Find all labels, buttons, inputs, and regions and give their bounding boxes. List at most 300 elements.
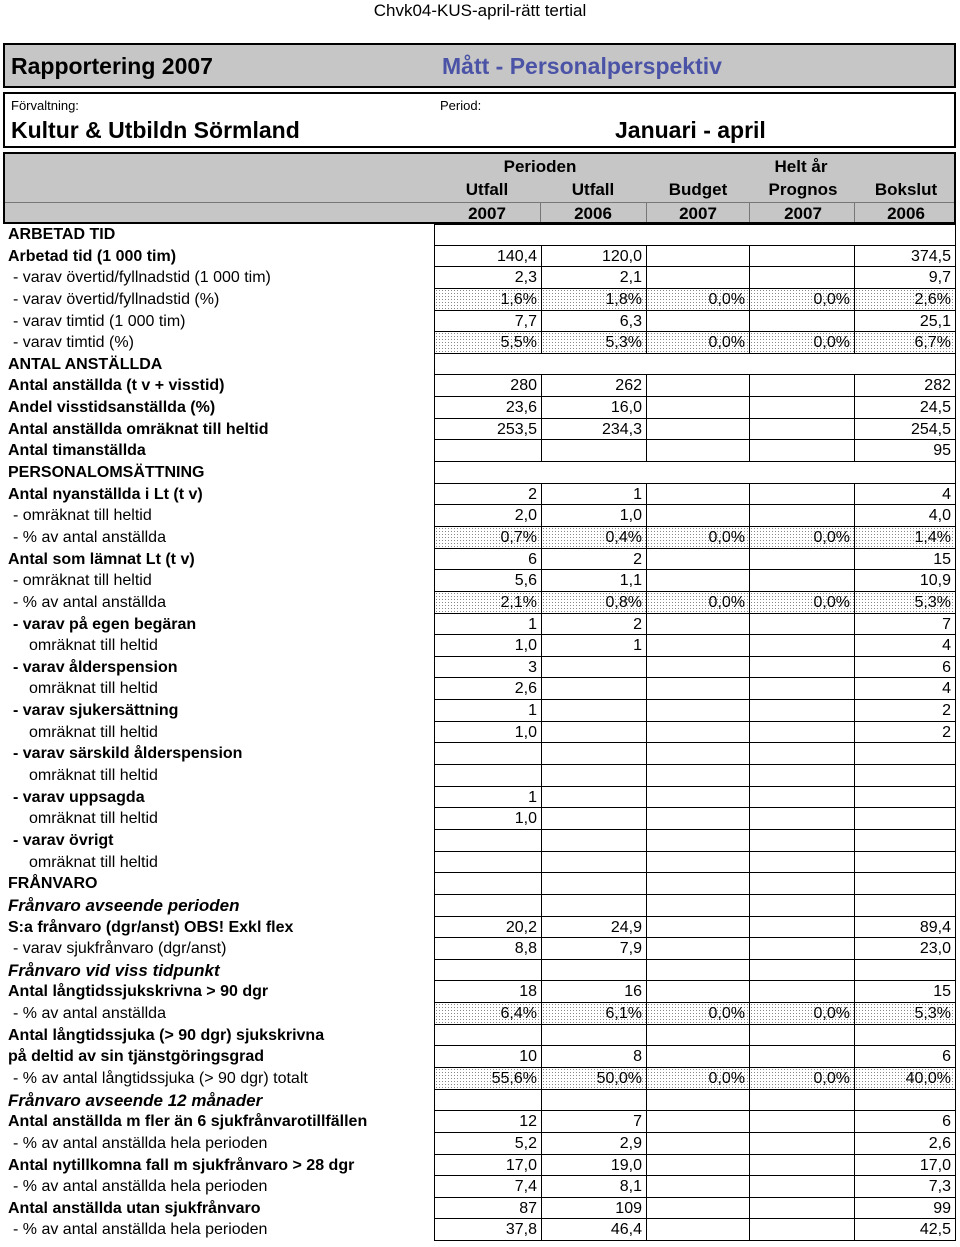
table-cell: 0,0% xyxy=(646,1068,750,1090)
table-cell xyxy=(434,852,542,874)
table-cell xyxy=(749,1219,855,1241)
table-cell: 15 xyxy=(854,981,956,1003)
table-cell xyxy=(749,1198,855,1220)
table-cell xyxy=(749,1111,855,1133)
table-cell xyxy=(434,1090,542,1112)
table-cell: 6,7% xyxy=(854,332,956,354)
table-row xyxy=(3,1155,956,1177)
table-cell xyxy=(541,960,647,982)
table-cell: 1,4% xyxy=(854,527,956,549)
table-cell: 23,0 xyxy=(854,938,956,960)
table-cell xyxy=(749,981,855,1003)
row-label: - varav ålderspension xyxy=(13,658,178,676)
header-col-type: Utfall xyxy=(465,180,509,199)
row-label: - varav särskild ålderspension xyxy=(13,745,243,763)
table-cell xyxy=(749,765,855,787)
table-cell: 0,0% xyxy=(749,527,855,549)
row-label: - varav timtid (%) xyxy=(13,334,134,352)
table-cell: 99 xyxy=(854,1198,956,1220)
table-cell: 5,3% xyxy=(854,1003,956,1025)
table-cell xyxy=(541,440,647,462)
table-cell: 2,3 xyxy=(434,267,542,289)
table-cell xyxy=(646,981,750,1003)
table-row xyxy=(3,505,956,527)
table-cell: 23,6 xyxy=(434,397,542,419)
table-cell: 6,1% xyxy=(541,1003,647,1025)
row-label: - varav sjukfrånvaro (dgr/anst) xyxy=(13,940,227,958)
table-cell: 2 xyxy=(541,549,647,571)
table-cell xyxy=(646,549,750,571)
table-cell: 4 xyxy=(854,678,956,700)
table-cell xyxy=(749,1155,855,1177)
row-label: Andel visstidsanställda (%) xyxy=(8,399,216,417)
table-row xyxy=(3,289,956,311)
table-cell xyxy=(541,873,647,895)
table-cell xyxy=(646,1155,750,1177)
table-cell xyxy=(541,743,647,765)
table-row xyxy=(3,1090,956,1112)
table-row xyxy=(3,419,956,441)
table-cell xyxy=(646,678,750,700)
table-cell xyxy=(541,895,647,917)
row-label: omräknat till heltid xyxy=(29,853,158,871)
table-row xyxy=(3,549,956,571)
table-cell xyxy=(749,570,855,592)
table-row xyxy=(3,570,956,592)
table-cell: 0,0% xyxy=(749,332,855,354)
table-cell xyxy=(749,246,855,268)
table-cell xyxy=(541,852,647,874)
table-cell xyxy=(646,614,750,636)
table-cell xyxy=(854,830,956,852)
table-cell: 7,4 xyxy=(434,1176,542,1198)
table-cell xyxy=(541,830,647,852)
table-row xyxy=(3,722,956,744)
table-cell: 2,6 xyxy=(854,1133,956,1155)
table-cell xyxy=(541,678,647,700)
table-cell: 0,0% xyxy=(749,1003,855,1025)
table-cell: 0,0% xyxy=(646,527,750,549)
table-cell: 374,5 xyxy=(854,246,956,268)
table-row xyxy=(3,917,956,939)
row-label: Frånvaro avseende perioden xyxy=(8,895,240,915)
table-row xyxy=(3,895,956,917)
table-row xyxy=(3,1068,956,1090)
table-cell xyxy=(646,570,750,592)
row-label: Arbetad tid (1 000 tim) xyxy=(8,247,177,265)
table-cell xyxy=(541,657,647,679)
table-cell: 95 xyxy=(854,440,956,462)
table-cell xyxy=(541,700,647,722)
table-row xyxy=(3,1046,956,1068)
table-cell xyxy=(434,765,542,787)
row-label: Antal nyanställda i Lt (t v) xyxy=(8,485,203,503)
table-cell: 254,5 xyxy=(854,419,956,441)
table-cell xyxy=(434,462,956,484)
table-row xyxy=(3,246,956,268)
table-cell: 0,4% xyxy=(541,527,647,549)
period-label: Period: xyxy=(440,98,482,113)
table-cell: 1 xyxy=(434,614,542,636)
table-row xyxy=(3,765,956,787)
table-cell: 15 xyxy=(854,549,956,571)
table-cell: 8,8 xyxy=(434,938,542,960)
table-cell xyxy=(749,960,855,982)
table-cell: 1,1 xyxy=(541,570,647,592)
table-row xyxy=(3,787,956,809)
table-body xyxy=(3,224,956,1241)
table-row xyxy=(3,808,956,830)
table-cell xyxy=(749,808,855,830)
report-title-bar xyxy=(3,43,956,88)
table-cell xyxy=(541,722,647,744)
table-cell: 2,6% xyxy=(854,289,956,311)
table-cell: 50,0% xyxy=(541,1068,647,1090)
table-cell: 7,7 xyxy=(434,311,542,333)
table-cell xyxy=(646,1176,750,1198)
row-label: på deltid av sin tjänstgöringsgrad xyxy=(8,1048,265,1066)
table-cell: 0,7% xyxy=(434,527,542,549)
table-cell xyxy=(646,1219,750,1241)
table-cell xyxy=(646,938,750,960)
table-cell: 1,6% xyxy=(434,289,542,311)
row-label: - varav övertid/fyllnadstid (%) xyxy=(13,290,220,308)
table-cell xyxy=(854,808,956,830)
table-row xyxy=(3,527,956,549)
table-cell xyxy=(854,960,956,982)
table-cell: 17,0 xyxy=(854,1155,956,1177)
table-cell: 2 xyxy=(854,700,956,722)
table-cell: 7,9 xyxy=(541,938,647,960)
table-row xyxy=(3,1025,956,1047)
table-row xyxy=(3,981,956,1003)
table-cell xyxy=(646,1025,750,1047)
header-col-year: 2007 xyxy=(468,204,506,223)
table-cell: 2,6 xyxy=(434,678,542,700)
row-label: - % av antal anställda xyxy=(13,528,166,546)
table-cell xyxy=(749,1025,855,1047)
table-cell xyxy=(434,354,956,376)
table-cell: 89,4 xyxy=(854,917,956,939)
table-cell xyxy=(749,678,855,700)
table-row xyxy=(3,635,956,657)
table-cell xyxy=(434,224,956,246)
table-cell xyxy=(854,852,956,874)
table-cell: 5,5% xyxy=(434,332,542,354)
table-cell xyxy=(854,765,956,787)
table-cell: 0,0% xyxy=(646,289,750,311)
table-cell: 12 xyxy=(434,1111,542,1133)
table-cell xyxy=(749,873,855,895)
table-cell: 7,3 xyxy=(854,1176,956,1198)
table-cell xyxy=(749,397,855,419)
row-label: - varav övrigt xyxy=(13,831,114,849)
table-cell: 0,8% xyxy=(541,592,647,614)
table-cell: 10,9 xyxy=(854,570,956,592)
table-cell: 253,5 xyxy=(434,419,542,441)
table-row xyxy=(3,311,956,333)
table-cell xyxy=(646,830,750,852)
table-cell: 8 xyxy=(541,1046,647,1068)
table-row xyxy=(3,484,956,506)
table-row xyxy=(3,960,956,982)
table-cell: 280 xyxy=(434,375,542,397)
table-cell xyxy=(854,873,956,895)
table-cell xyxy=(749,743,855,765)
table-cell: 109 xyxy=(541,1198,647,1220)
table-cell: 2,9 xyxy=(541,1133,647,1155)
row-label: PERSONALOMSÄTTNING xyxy=(8,464,205,482)
table-row xyxy=(3,873,956,895)
header-col-year: 2006 xyxy=(574,204,612,223)
table-cell: 6 xyxy=(854,1046,956,1068)
row-label: omräknat till heltid xyxy=(29,767,158,785)
table-cell xyxy=(749,917,855,939)
table-cell xyxy=(749,419,855,441)
table-cell xyxy=(646,852,750,874)
table-cell: 1,0 xyxy=(541,505,647,527)
header-col-type: Prognos xyxy=(768,180,838,199)
table-cell: 140,4 xyxy=(434,246,542,268)
row-label: omräknat till heltid xyxy=(29,680,158,698)
table-cell: 1,8% xyxy=(541,289,647,311)
table-cell: 9,7 xyxy=(854,267,956,289)
table-cell xyxy=(434,873,542,895)
table-cell xyxy=(646,917,750,939)
table-cell xyxy=(749,440,855,462)
table-cell: 6 xyxy=(854,1111,956,1133)
table-row xyxy=(3,938,956,960)
org-period-box xyxy=(3,92,956,148)
table-row xyxy=(3,678,956,700)
table-cell xyxy=(749,549,855,571)
table-row xyxy=(3,700,956,722)
header-col-type: Budget xyxy=(668,180,728,199)
row-label: - omräknat till heltid xyxy=(13,507,152,525)
table-cell: 120,0 xyxy=(541,246,647,268)
table-cell: 24,9 xyxy=(541,917,647,939)
table-cell: 87 xyxy=(434,1198,542,1220)
table-cell: 5,3% xyxy=(854,592,956,614)
org-name: Kultur & Utbildn Sörmland xyxy=(11,117,300,143)
header-col-type: Bokslut xyxy=(874,180,938,199)
row-label: Antal långtidssjuka (> 90 dgr) sjukskrivna xyxy=(8,1026,325,1044)
table-row xyxy=(3,1176,956,1198)
org-label: Förvaltning: xyxy=(11,98,79,113)
table-cell xyxy=(749,311,855,333)
table-row xyxy=(3,852,956,874)
table-cell xyxy=(646,895,750,917)
table-cell: 5,3% xyxy=(541,332,647,354)
table-cell xyxy=(646,1090,750,1112)
table-cell xyxy=(646,311,750,333)
table-cell: 16,0 xyxy=(541,397,647,419)
period-value: Januari - april xyxy=(615,117,766,143)
table-cell xyxy=(749,267,855,289)
table-row xyxy=(3,592,956,614)
table-cell: 282 xyxy=(854,375,956,397)
table-cell xyxy=(434,440,542,462)
table-cell xyxy=(434,960,542,982)
row-label: Antal anställda omräknat till heltid xyxy=(8,420,269,438)
table-row xyxy=(3,332,956,354)
row-label: - varav uppsagda xyxy=(13,788,145,806)
row-label: Frånvaro vid viss tidpunkt xyxy=(8,960,220,980)
document-title: Chvk04-KUS-april-rätt tertial xyxy=(373,1,587,20)
row-label: S:a frånvaro (dgr/anst) OBS! Exkl flex xyxy=(8,918,294,936)
header-perioden: Perioden xyxy=(503,157,577,176)
table-cell xyxy=(646,484,750,506)
header-col-type: Utfall xyxy=(571,180,615,199)
row-label: - % av antal anställda hela perioden xyxy=(13,1134,268,1152)
table-row xyxy=(3,830,956,852)
table-cell: 2,1% xyxy=(434,592,542,614)
table-cell: 2,1 xyxy=(541,267,647,289)
table-cell: 6,3 xyxy=(541,311,647,333)
table-cell xyxy=(749,1046,855,1068)
table-cell: 2,0 xyxy=(434,505,542,527)
header-helt-ar: Helt år xyxy=(774,157,828,176)
table-cell xyxy=(646,1198,750,1220)
row-label: - omräknat till heltid xyxy=(13,572,152,590)
table-cell xyxy=(646,375,750,397)
table-cell xyxy=(749,484,855,506)
table-header xyxy=(3,152,956,224)
table-cell xyxy=(646,1133,750,1155)
table-cell xyxy=(646,722,750,744)
table-cell: 0,0% xyxy=(749,289,855,311)
table-cell xyxy=(646,743,750,765)
table-cell xyxy=(854,1025,956,1047)
table-cell xyxy=(749,895,855,917)
table-cell xyxy=(646,1111,750,1133)
table-cell: 1,0 xyxy=(434,808,542,830)
table-cell: 8,1 xyxy=(541,1176,647,1198)
table-cell xyxy=(646,700,750,722)
row-label: ARBETAD TID xyxy=(8,226,116,243)
table-cell xyxy=(646,505,750,527)
table-cell: 1 xyxy=(434,787,542,809)
table-cell xyxy=(434,743,542,765)
row-label: Antal timanställda xyxy=(8,442,146,460)
table-cell: 1 xyxy=(541,484,647,506)
header-col-year: 2007 xyxy=(784,204,822,223)
row-label: - varav på egen begäran xyxy=(13,615,197,633)
table-cell xyxy=(854,787,956,809)
table-cell xyxy=(646,397,750,419)
row-label: - % av antal anställda hela perioden xyxy=(13,1178,268,1196)
row-label: FRÅNVARO xyxy=(8,875,98,893)
table-row xyxy=(3,462,956,484)
table-cell xyxy=(646,267,750,289)
table-cell xyxy=(646,246,750,268)
row-label: - % av antal långtidssjuka (> 90 dgr) totalt xyxy=(13,1069,308,1087)
table-cell xyxy=(749,657,855,679)
row-label: omräknat till heltid xyxy=(29,723,158,741)
table-cell: 1,0 xyxy=(434,635,542,657)
table-cell: 6,4% xyxy=(434,1003,542,1025)
table-cell xyxy=(749,938,855,960)
table-cell: 0,0% xyxy=(646,592,750,614)
table-row xyxy=(3,397,956,419)
row-label: Antal anställda m fler än 6 sjukfrånvarotillfällen xyxy=(8,1113,368,1131)
table-cell: 40,0% xyxy=(854,1068,956,1090)
table-row xyxy=(3,743,956,765)
table-cell xyxy=(854,895,956,917)
table-row xyxy=(3,440,956,462)
table-cell xyxy=(646,873,750,895)
table-cell: 10 xyxy=(434,1046,542,1068)
table-cell xyxy=(541,1090,647,1112)
table-cell xyxy=(749,722,855,744)
table-cell xyxy=(646,440,750,462)
table-row xyxy=(3,1219,956,1241)
row-label: - % av antal anställda xyxy=(13,593,166,611)
table-cell: 7 xyxy=(854,614,956,636)
table-cell xyxy=(749,1176,855,1198)
row-label: - varav timtid (1 000 tim) xyxy=(13,312,186,330)
row-label: - varav övertid/fyllnadstid (1 000 tim) xyxy=(13,269,271,287)
table-cell xyxy=(749,614,855,636)
row-label: Frånvaro avseende 12 månader xyxy=(8,1090,263,1110)
table-cell xyxy=(749,375,855,397)
row-label: Antal nytillkomna fall m sjukfrånvaro > 28 dgr xyxy=(8,1156,355,1174)
table-cell xyxy=(854,743,956,765)
table-cell xyxy=(541,787,647,809)
table-cell: 2 xyxy=(854,722,956,744)
row-label: - % av antal anställda xyxy=(13,1005,166,1023)
table-cell: 4,0 xyxy=(854,505,956,527)
table-cell xyxy=(646,765,750,787)
table-cell xyxy=(541,1025,647,1047)
table-row xyxy=(3,1198,956,1220)
row-label: Antal anställda (t v + visstid) xyxy=(8,377,225,395)
table-cell xyxy=(646,1046,750,1068)
table-cell: 0,0% xyxy=(646,332,750,354)
table-cell: 20,2 xyxy=(434,917,542,939)
report-title: Rapportering 2007 xyxy=(11,53,213,79)
table-cell xyxy=(541,765,647,787)
table-cell: 0,0% xyxy=(749,1068,855,1090)
table-cell xyxy=(749,852,855,874)
table-cell: 19,0 xyxy=(541,1155,647,1177)
table-cell: 6 xyxy=(434,549,542,571)
table-cell: 1,0 xyxy=(434,722,542,744)
table-cell: 0,0% xyxy=(646,1003,750,1025)
table-cell xyxy=(749,1090,855,1112)
table-row xyxy=(3,375,956,397)
table-cell xyxy=(749,700,855,722)
table-cell xyxy=(434,895,542,917)
row-label: omräknat till heltid xyxy=(29,810,158,828)
row-label: - varav sjukersättning xyxy=(13,702,179,720)
table-cell: 0,0% xyxy=(749,592,855,614)
table-cell: 4 xyxy=(854,635,956,657)
table-cell: 262 xyxy=(541,375,647,397)
table-cell: 234,3 xyxy=(541,419,647,441)
table-cell: 6 xyxy=(854,657,956,679)
table-cell xyxy=(434,1025,542,1047)
table-cell: 46,4 xyxy=(541,1219,647,1241)
table-cell xyxy=(434,830,542,852)
header-col-year: 2007 xyxy=(679,204,717,223)
table-row xyxy=(3,1003,956,1025)
row-label: omräknat till heltid xyxy=(29,637,158,655)
table-cell: 37,8 xyxy=(434,1219,542,1241)
table-cell: 4 xyxy=(854,484,956,506)
table-cell: 55,6% xyxy=(434,1068,542,1090)
table-row xyxy=(3,224,956,246)
